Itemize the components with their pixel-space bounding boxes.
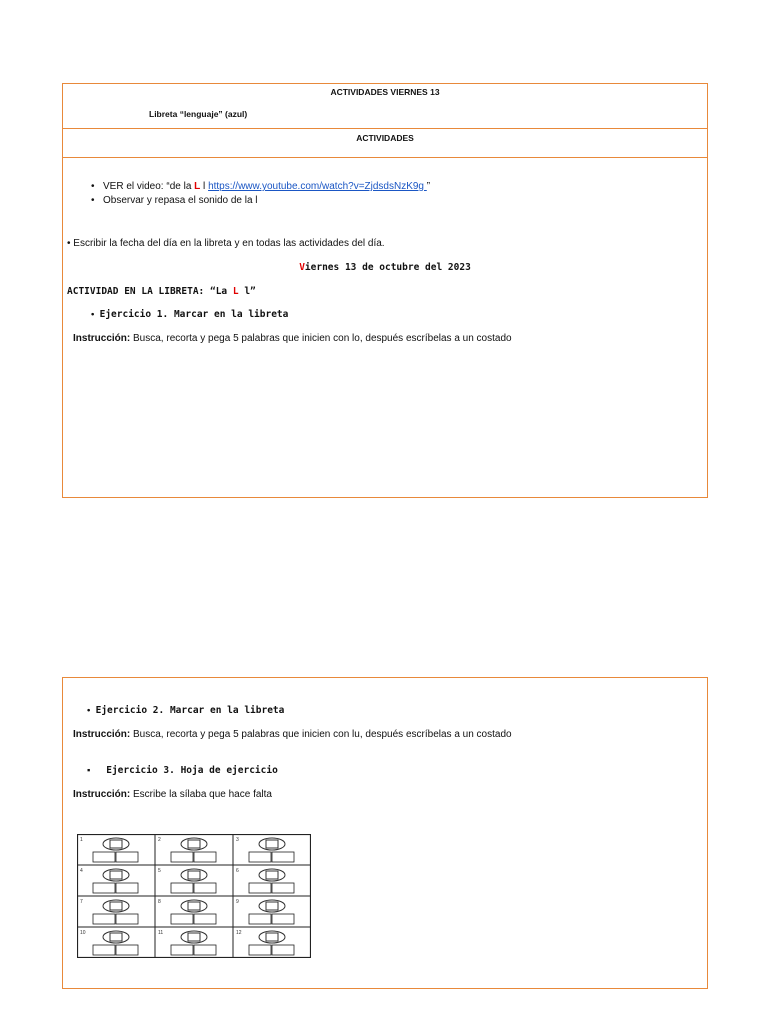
worksheet-image — [77, 834, 311, 958]
activity-box-1 — [62, 83, 708, 498]
section-title: ACTIVIDADES — [356, 133, 414, 143]
actividades-row — [63, 129, 707, 158]
cell-number: 1 — [80, 837, 83, 843]
answer-box — [272, 852, 294, 862]
answer-box — [93, 883, 115, 893]
answer-box — [272, 945, 294, 955]
instruction-text: Busca, recorta y pega 5 palabras que inicien con lu, después escríbelas a un costado — [130, 729, 512, 740]
cell-number: 3 — [236, 837, 239, 843]
instruction-label: Instrucción: — [73, 333, 131, 344]
letter-upper: L — [194, 181, 201, 192]
answer-box — [249, 852, 271, 862]
ejercicio-3-title: ▪ Ejercicio 3. Hoja de ejercicio — [87, 765, 278, 776]
cell-number: 8 — [158, 899, 161, 905]
instruction-text: Escribe la sílaba que hace falta — [130, 789, 272, 800]
video-suffix: ” — [426, 181, 431, 192]
fecha-line — [63, 262, 707, 273]
ejercicio-1-instruction — [73, 333, 512, 344]
answer-box — [249, 883, 271, 893]
answer-box — [249, 945, 271, 955]
fecha-instruction: • Escribir la fecha del día en la libreta y en todas las actividades del día. — [67, 238, 385, 249]
answer-box — [116, 914, 138, 924]
answer-box — [194, 852, 216, 862]
fecha-first-letter: V — [299, 262, 305, 273]
ejercicio-2-title: • Ejercicio 2. Marcar en la libreta — [87, 705, 285, 716]
ejercicio-2-label: Ejercicio 2. Marcar en la libreta — [95, 705, 285, 716]
answer-box — [171, 914, 193, 924]
fecha-rest: iernes 13 de octubre del 2023 — [304, 262, 471, 273]
video-prefix: VER el video: “de la — [103, 181, 195, 192]
title-row — [63, 84, 707, 129]
video-link[interactable]: https://www.youtube.com/watch?v=ZjdsdsNzK9g — [208, 181, 427, 192]
instruction-text: Busca, recorta y pega 5 palabras que inicien con lo, después escríbelas a un costado — [130, 333, 512, 344]
cell-number: 7 — [80, 899, 83, 905]
answer-box — [194, 883, 216, 893]
instruction-label: Instrucción: — [73, 789, 131, 800]
answer-box — [249, 914, 271, 924]
actividad-prefix: ACTIVIDAD EN LA LIBRETA: “La — [67, 286, 233, 297]
ejercicio-1-label: Ejercicio 1. Marcar en la libreta — [99, 309, 289, 320]
video-bullets — [91, 180, 430, 208]
notebook-subtitle: Libreta “lenguaje” (azul) — [149, 109, 248, 119]
cell-number: 11 — [158, 930, 164, 936]
cell-number: 5 — [158, 868, 161, 874]
ejercicio-1-title: • Ejercicio 1. Marcar en la libreta — [91, 309, 289, 320]
ejercicio-3-label: Ejercicio 3. Hoja de ejercicio — [106, 765, 278, 776]
answer-box — [272, 914, 294, 924]
cell-number: 12 — [236, 930, 242, 936]
cell-number: 9 — [236, 899, 239, 905]
actividad-upper: L — [232, 286, 239, 297]
answer-box — [116, 945, 138, 955]
cell-number: 2 — [158, 837, 161, 843]
answer-box — [272, 883, 294, 893]
answer-box — [171, 945, 193, 955]
answer-box — [93, 852, 115, 862]
answer-box — [194, 945, 216, 955]
cell-number: 6 — [236, 868, 239, 874]
answer-box — [116, 883, 138, 893]
cell-number: 10 — [80, 930, 86, 936]
answer-box — [194, 914, 216, 924]
list-item — [91, 194, 430, 208]
ejercicio-3-instruction — [73, 789, 272, 800]
instruction-label: Instrucción: — [73, 729, 131, 740]
list-item — [91, 180, 430, 194]
ejercicio-2-instruction — [73, 729, 512, 740]
answer-box — [171, 852, 193, 862]
observe-text: Observar y repasa el sonido de la l — [103, 195, 258, 206]
activity-box-2 — [62, 677, 708, 989]
answer-box — [93, 945, 115, 955]
letter-lower: l — [200, 181, 209, 192]
answer-box — [93, 914, 115, 924]
actividad-lower: l” — [238, 286, 256, 297]
actividad-heading — [67, 286, 256, 297]
page-title: ACTIVIDADES VIERNES 13 — [330, 87, 440, 97]
answer-box — [116, 852, 138, 862]
cell-number: 4 — [80, 868, 83, 874]
answer-box — [171, 883, 193, 893]
